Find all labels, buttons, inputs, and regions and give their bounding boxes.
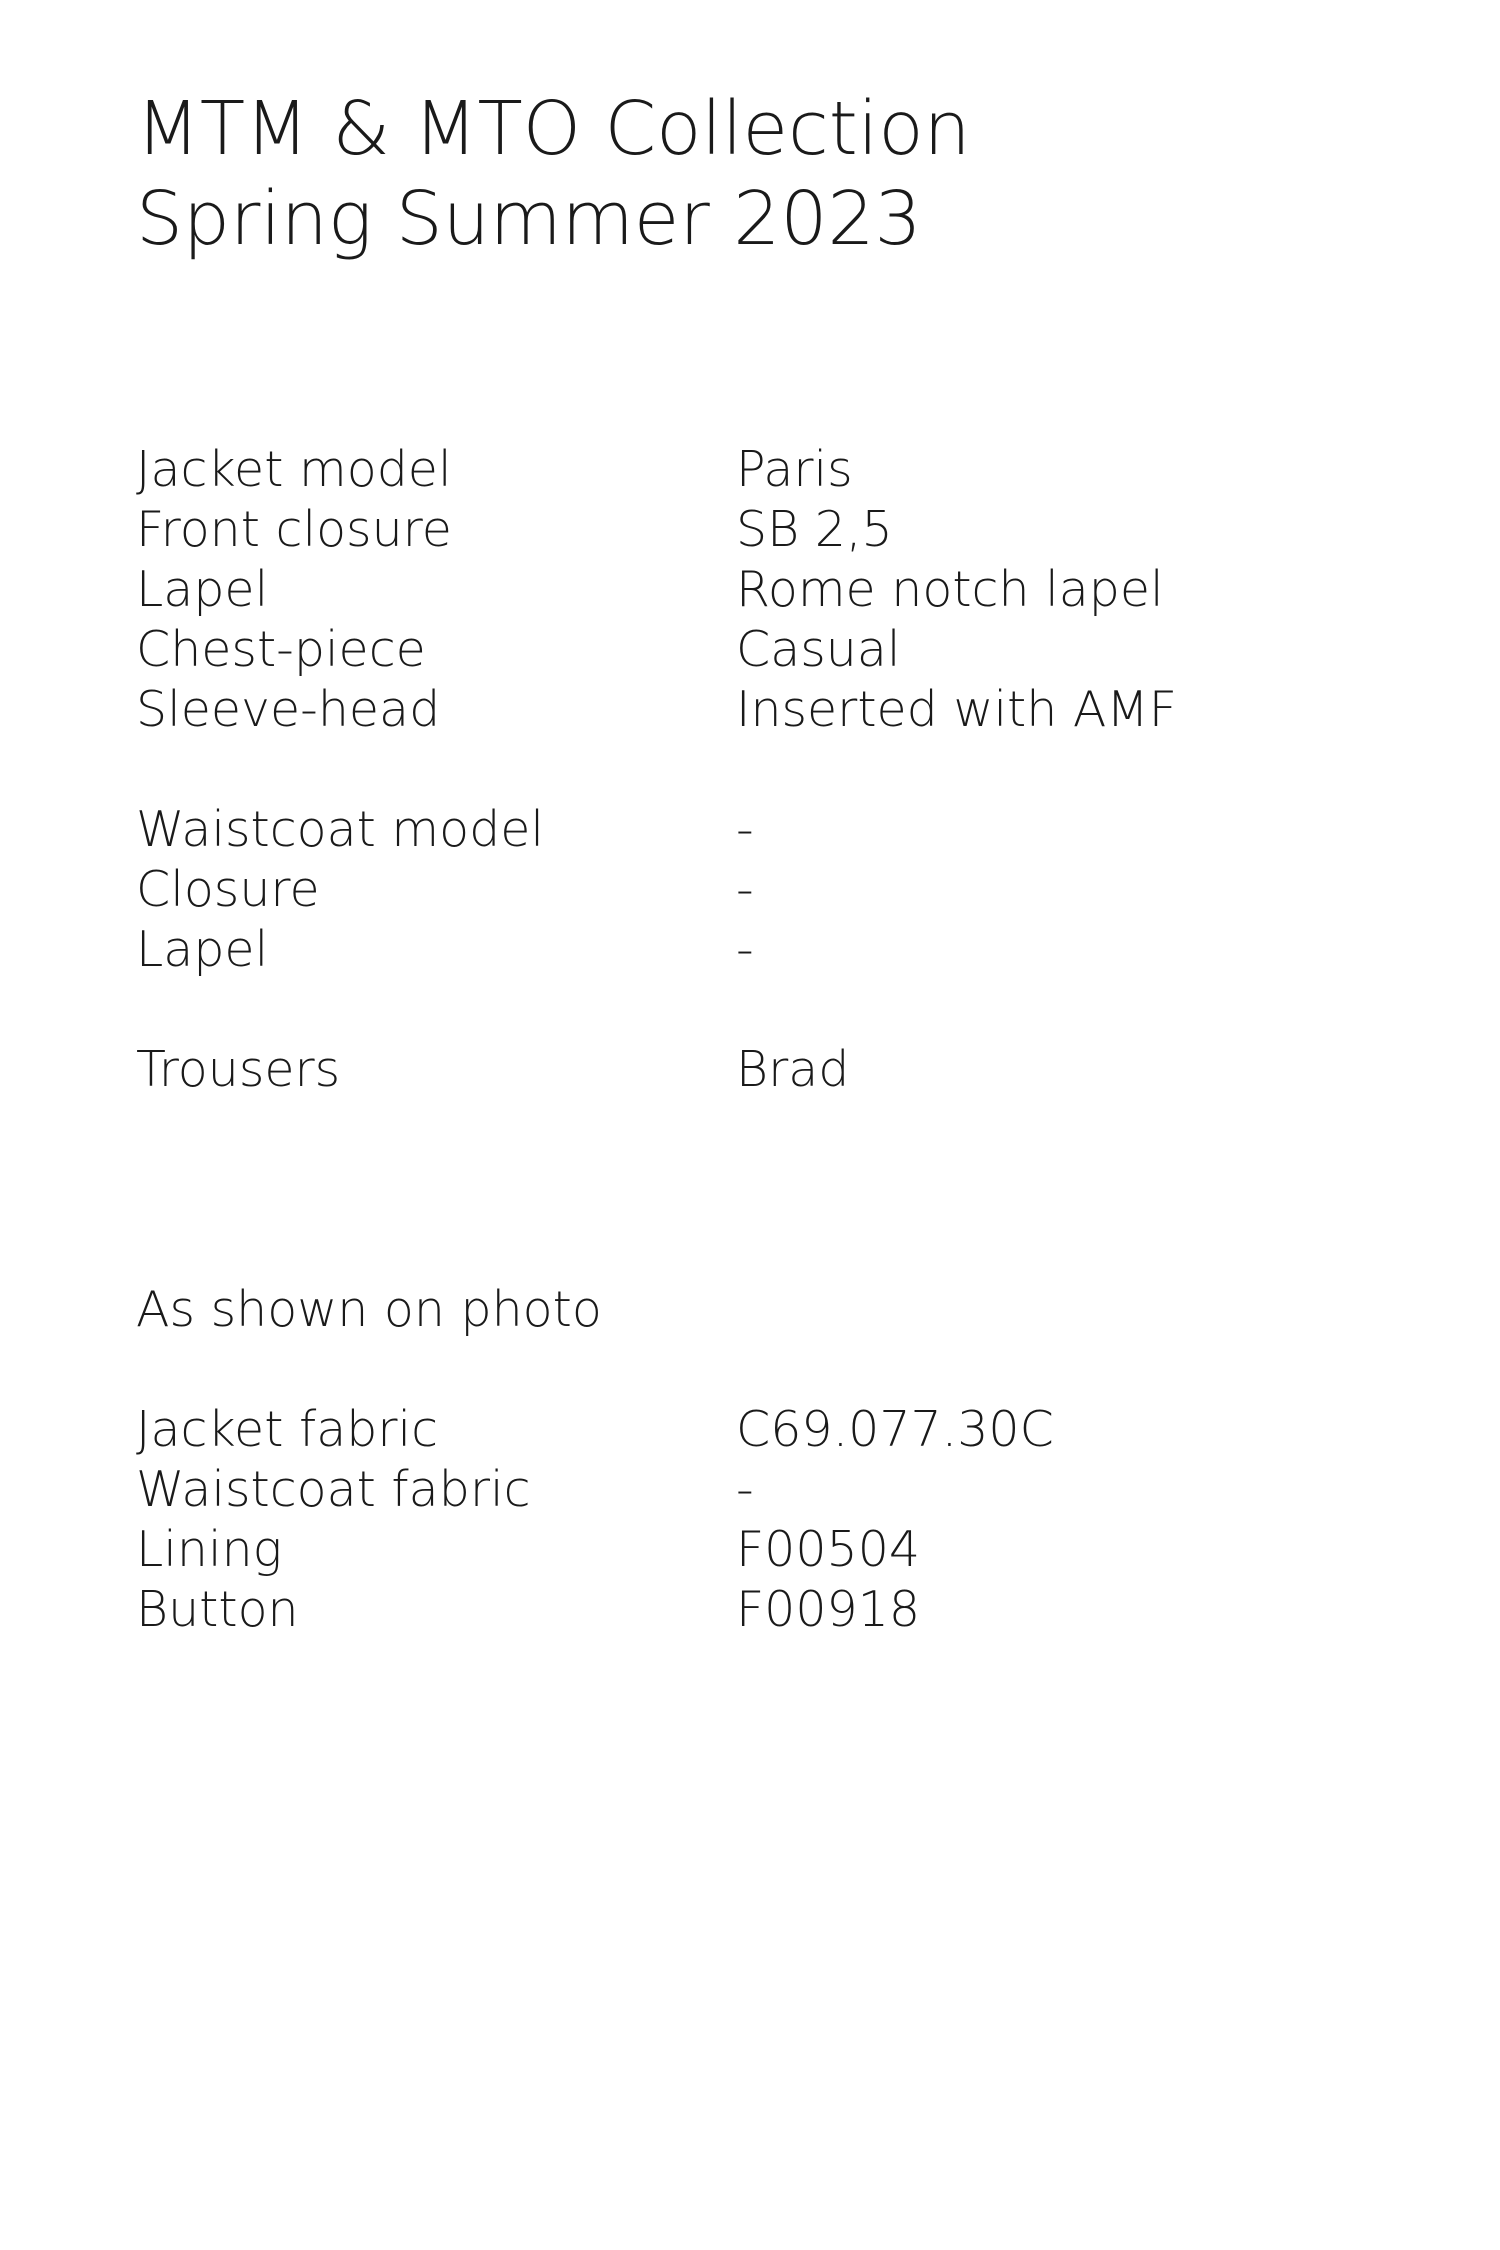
spec-row-trousers	[136, 1040, 849, 1100]
spec-row-waistcoat-model	[136, 800, 754, 860]
spec-value: F00504	[736, 1521, 921, 1578]
spec-label: Jacket model	[136, 441, 452, 498]
title-line-season: Spring Summer 2023	[136, 176, 922, 262]
spec-label: Closure	[136, 861, 320, 918]
spec-value: Casual	[736, 621, 901, 678]
spec-value: Rome notch lapel	[736, 561, 1164, 618]
spec-value: C69.077.30C	[736, 1401, 1054, 1458]
spec-value: SB 2,5	[736, 501, 893, 558]
shown-on-photo-row	[136, 1280, 602, 1340]
waistcoat-spec-group	[136, 800, 754, 980]
spec-row-closure	[136, 860, 754, 920]
fabric-spec-group	[136, 1400, 1054, 1640]
spec-row-waistcoat-lapel	[136, 920, 754, 980]
spec-label: Jacket fabric	[136, 1401, 439, 1458]
trousers-spec-group	[136, 1040, 849, 1100]
spec-label: Front closure	[136, 501, 452, 558]
spec-value: Brad	[736, 1041, 850, 1098]
spec-row-waistcoat-fabric	[136, 1460, 1054, 1520]
spec-value: Paris	[736, 441, 853, 498]
spec-label: Button	[136, 1581, 299, 1638]
spec-row-chest-piece	[136, 620, 1177, 680]
title-line-collection: MTM & MTO Collection	[136, 86, 971, 172]
spec-label: Lining	[136, 1521, 283, 1578]
spec-row-lapel	[136, 560, 1177, 620]
spec-value: Inserted with AMF	[736, 681, 1177, 738]
spec-label: Waistcoat model	[136, 801, 545, 858]
spec-row-button	[136, 1580, 1054, 1640]
page-title	[136, 84, 971, 264]
spec-row-jacket-model	[136, 440, 1177, 500]
spec-label: Chest-piece	[136, 621, 426, 678]
jacket-spec-group	[136, 440, 1177, 740]
spec-value: -	[736, 921, 754, 978]
spec-row-lining	[136, 1520, 1054, 1580]
spec-label: Lapel	[136, 561, 269, 618]
spec-value: F00918	[736, 1581, 921, 1638]
spec-label: Waistcoat fabric	[136, 1461, 531, 1518]
shown-on-photo-heading	[136, 1280, 602, 1340]
shown-on-photo-text: As shown on photo	[136, 1281, 602, 1338]
spec-value: -	[736, 1461, 754, 1518]
spec-row-jacket-fabric	[136, 1400, 1054, 1460]
spec-label: Trousers	[136, 1041, 341, 1098]
spec-label: Sleeve-head	[136, 681, 441, 738]
spec-value: -	[736, 801, 754, 858]
spec-row-front-closure	[136, 500, 1177, 560]
spec-row-sleeve-head	[136, 680, 1177, 740]
spec-label: Lapel	[136, 921, 269, 978]
spec-value: -	[736, 861, 754, 918]
